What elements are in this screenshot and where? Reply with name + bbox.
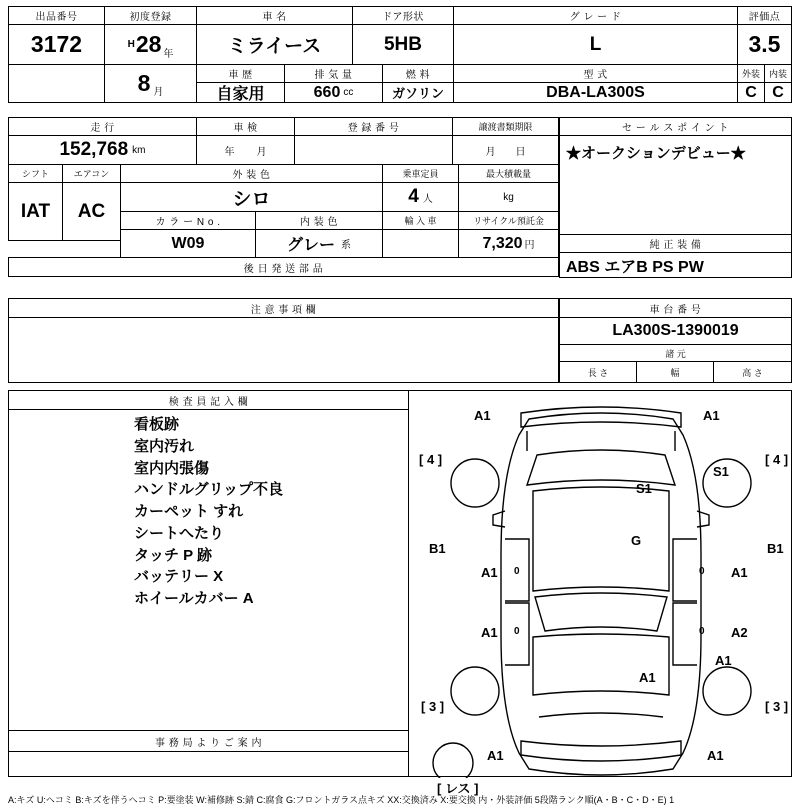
inspector-note-line: シートへたり [133, 524, 224, 542]
office-label-cell: 事 務 局 よ り ご 案 内 [8, 730, 409, 752]
car-outline-svg [409, 391, 793, 778]
ext-color-value-cell: シロ [120, 182, 383, 212]
sales-point-label-cell: セ ー ル ス ポ イ ン ト [559, 117, 792, 136]
regnum-value-cell [294, 135, 453, 165]
displacement-value-cell: 660 cc [284, 82, 383, 103]
history-value-cell: 自家用 [196, 82, 285, 103]
inspector-note-line: バッテリー X [133, 568, 224, 586]
damage-mark-rear-left-corner: A1 [487, 748, 504, 763]
damage-mark-left-door-b: B1 [429, 541, 446, 556]
first-reg-value-cell [104, 24, 197, 65]
grade-value-cell: L [453, 24, 738, 65]
lot-label-cell: 出品番号 [8, 6, 105, 25]
header-block [8, 6, 792, 111]
damage-mark-center-mark: G [631, 533, 642, 548]
fuel-label-cell: 燃 料 [382, 64, 454, 83]
damage-mark-right-upper-panel: S1 [713, 464, 729, 479]
shift-value-cell: IAT [8, 182, 63, 241]
transfer-month: 月 [485, 146, 496, 158]
legend-text: A:キズ U:ヘコミ B:キズを伴うヘコミ P:要塗装 W:補修跡 S:錆 C:腐食 G:フロントガラス点キズ XX:交換済み X:要交換 内・外装評価 5段階ランク順(A・B・C・D・E) 1 [8, 795, 675, 805]
transfer-day: 日 [515, 146, 526, 158]
model-label-cell: 型 式 [453, 64, 738, 83]
model-value-cell: DBA-LA300S [453, 82, 738, 103]
sales-point-text: ★オークションデビュー★ [566, 145, 746, 162]
transfer-value-cell [452, 135, 559, 165]
exterior-label-cell: 外装 [737, 64, 765, 83]
color-no-label-cell: カ ラ ー N o . [120, 211, 256, 230]
damage-mark-right-front-tire: [ 4 ] [765, 452, 789, 467]
damage-mark-left-front-door: A1 [481, 565, 498, 580]
seats-unit: 人 [422, 193, 433, 205]
seats-value-cell: 4 人 [382, 182, 459, 212]
inspection-value-cell [196, 135, 295, 165]
recycle-label-cell: リサイクル預託金 [458, 211, 559, 230]
equip-value-cell: ABS エアB PS PW [559, 252, 792, 278]
displacement-unit: cc [343, 87, 354, 98]
damage-mark-left-rear-tire: [ 3 ] [421, 699, 445, 714]
damage-mark-front-right-corner: A1 [703, 408, 720, 423]
inspection-month-unit: 月 [256, 146, 267, 158]
inspector-title-cell: 検 査 員 記 入 欄 [8, 390, 409, 410]
length-cell: 長 さ [559, 361, 637, 383]
damage-mark-spare-tire: [ レス ] [437, 781, 479, 796]
office-value-cell [8, 751, 409, 777]
transfer-label-cell: 譲渡書類期限 [452, 117, 559, 136]
fourth-block [8, 298, 792, 384]
car-name-label-cell: 車 名 [196, 6, 353, 25]
chassis-value-cell: LA300S-1390019 [559, 317, 792, 345]
interior-label-cell: 内装 [764, 64, 792, 83]
reg-year: 28 [135, 31, 162, 57]
sales-point-value-cell [559, 135, 792, 235]
regnum-label-cell: 登 録 番 号 [294, 117, 453, 136]
import-label-cell: 輸 入 車 [382, 211, 459, 230]
damage-mark-left-rear-zero: 0 [514, 626, 520, 637]
damage-mark-left-door-zero: 0 [514, 566, 520, 577]
inspector-note-line: 室内汚れ [133, 437, 194, 455]
aircon-label-cell: エアコン [62, 164, 121, 183]
shift-label-cell: シフト [8, 164, 63, 183]
recycle-value-cell: 7,320 円 [458, 229, 559, 258]
inspector-notes-list [128, 410, 289, 614]
damage-mark-left-front-tire: [ 4 ] [419, 452, 443, 467]
width-cell: 幅 [636, 361, 714, 383]
score-label-cell: 評価点 [737, 6, 792, 25]
lot-value-cell: 3172 [8, 24, 105, 65]
dimension-label-cell: 諸 元 [559, 344, 792, 362]
damage-mark-front-left-corner: A1 [474, 408, 491, 423]
second-block [8, 117, 792, 292]
inspector-note-line: カーペット すれ [133, 503, 244, 520]
reg-month: 8 [137, 70, 151, 96]
inspector-note-line: ハンドルグリップ不良 [133, 481, 284, 499]
inspector-note-line: タッチ P 跡 [133, 546, 213, 564]
max-load-unit: kg [503, 191, 514, 203]
history-label-cell: 車 歴 [196, 64, 285, 83]
inspector-notes-cell [8, 409, 409, 731]
damage-mark-rear-right-corner: A1 [707, 748, 724, 763]
inspector-note-line: 看板跡 [133, 416, 179, 433]
bottom-block [8, 390, 792, 796]
aircon-value-cell: AC [62, 182, 121, 241]
int-color-value-cell: グレー 系 [255, 229, 383, 258]
damage-mark-rear-center: A1 [639, 670, 656, 685]
blank-cell-left [8, 64, 105, 103]
era-letter: H [127, 39, 135, 50]
reg-month-unit: 月 [153, 87, 164, 98]
maxload-label-cell: 最大積載量 [458, 164, 559, 183]
damage-mark-right-door-b: B1 [767, 541, 784, 556]
car-name-value-cell: ミライース [196, 24, 353, 65]
interior-grade-cell: C [764, 82, 792, 103]
door-label-cell: ドア形状 [352, 6, 454, 25]
color-no-value-cell: W09 [120, 229, 256, 258]
damage-mark-right-door-zero: 0 [699, 566, 705, 577]
seats-label-cell: 乗車定員 [382, 164, 459, 183]
inspection-label-cell: 車 検 [196, 117, 295, 136]
grade-label-cell: グ レ ー ド [453, 6, 738, 25]
inspector-note-line: 室内内張傷 [133, 459, 209, 477]
caution-value-cell [8, 317, 559, 383]
mileage-unit: km [132, 144, 146, 156]
damage-mark-right-front-door: A1 [731, 565, 748, 580]
score-value-cell: 3.5 [737, 24, 792, 65]
inspection-year-unit: 年 [224, 146, 235, 158]
damage-mark-right-rear-door: A2 [731, 625, 748, 640]
maxload-value-cell [458, 182, 559, 212]
damage-mark-right-rear-quarter: A1 [715, 653, 732, 668]
first-reg-month-cell [104, 64, 197, 103]
legend-footer [8, 790, 792, 806]
mileage-label-cell: 走 行 [8, 117, 197, 136]
recycle-unit: 円 [524, 240, 535, 251]
inspector-note-line: ホイールカバー A [133, 590, 254, 607]
int-color-label-cell: 内 装 色 [255, 211, 383, 230]
equip-label-cell: 純 正 装 備 [559, 234, 792, 253]
exterior-grade-cell: C [737, 82, 765, 103]
chassis-label-cell: 車 台 番 号 [559, 298, 792, 318]
caution-label-cell: 注 意 事 項 欄 [8, 298, 559, 318]
displacement-label-cell: 排 気 量 [284, 64, 383, 83]
damage-mark-roof-mark: S1 [636, 481, 652, 496]
first-reg-label-cell: 初度登録 [104, 6, 197, 25]
int-color-suffix: 系 [341, 240, 351, 251]
damage-mark-right-rear-zero: 0 [699, 626, 705, 637]
fuel-value-cell: ガソリン [382, 82, 454, 103]
door-value-cell: 5HB [352, 24, 454, 65]
damage-diagram [408, 390, 792, 796]
mileage-value-cell: 152,768 km [8, 135, 197, 165]
later-parts-label-cell: 後 日 発 送 部 品 [8, 257, 559, 277]
ext-color-label-cell: 外 装 色 [120, 164, 383, 183]
damage-mark-left-rear-door: A1 [481, 625, 498, 640]
reg-year-unit: 年 [163, 49, 174, 60]
import-value-cell [382, 229, 459, 258]
height-cell: 高 さ [713, 361, 792, 383]
damage-mark-right-rear-tire: [ 3 ] [765, 699, 789, 714]
